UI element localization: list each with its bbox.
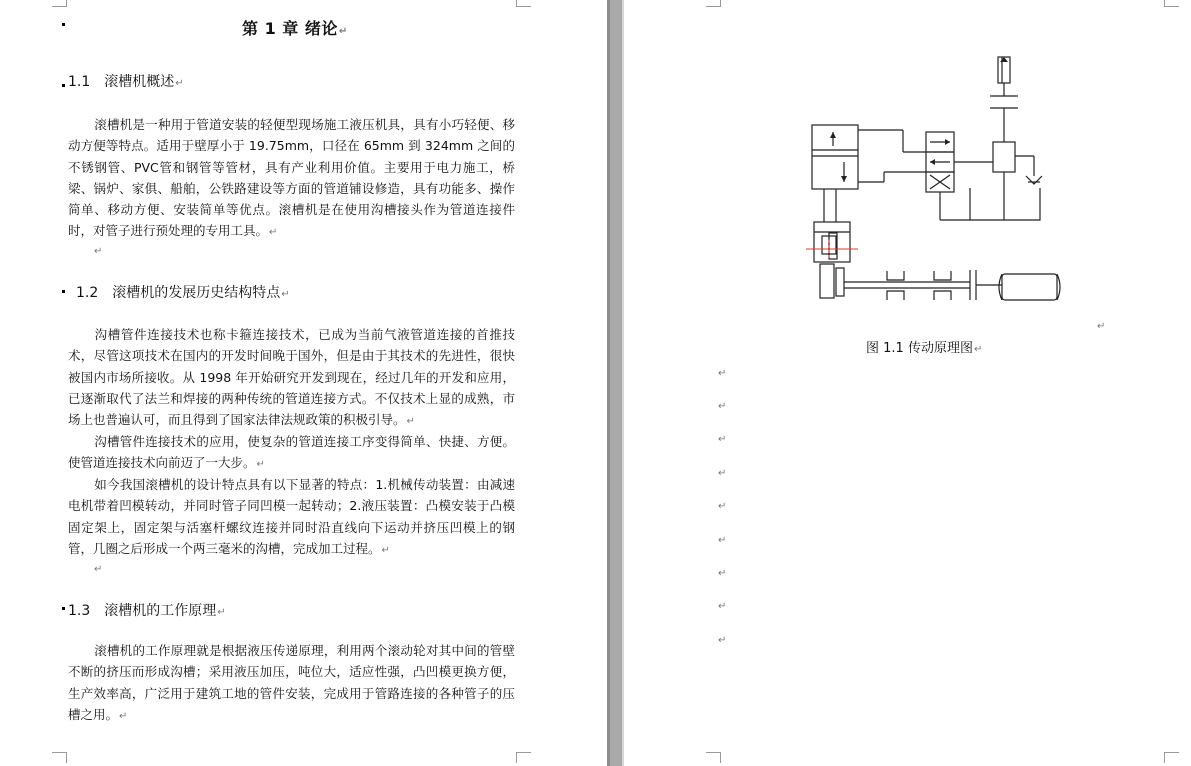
- crop-mark: [706, 0, 721, 7]
- empty-paragraph-mark: ↵: [718, 568, 727, 579]
- crop-mark: [1164, 0, 1179, 7]
- crop-mark: [52, 752, 67, 763]
- empty-paragraph-mark: ↵: [718, 635, 727, 646]
- section-heading-1-3: 1.3 滚槽机的工作原理↵: [68, 603, 226, 619]
- list-bullet: [62, 23, 65, 26]
- crop-mark: [1164, 752, 1179, 763]
- crop-mark: [706, 752, 721, 763]
- crop-mark: [516, 752, 531, 763]
- empty-paragraph-mark: ↵: [718, 535, 727, 546]
- empty-paragraph-mark: ↵: [718, 501, 727, 512]
- empty-paragraph-mark: ↵: [718, 434, 727, 445]
- section-heading-1-2: 1.2 滚槽机的发展历史结构特点↵: [76, 285, 290, 301]
- section-heading-1-1: 1.1 滚槽机概述↵: [68, 74, 184, 90]
- transmission-diagram: [800, 50, 1100, 315]
- crop-mark: [516, 0, 531, 7]
- list-bullet: [62, 290, 65, 293]
- empty-paragraph-mark: ↵: [94, 564, 103, 575]
- section-1-1-paragraph: 滚槽机是一种用于管道安装的轻便型现场施工液压机具，具有小巧轻便、移动方便等特点。适用于壁厚小于 19.75mm，口径在 65mm 到 324mm 之间的不锈钢管、PVC管和钢管等管材，具有产业利用价值。主要用于电力施工，桥梁、锅炉、家俱、船舶，公铁路建设等方面的管道铺设修造，具有功能多、操作简单、移动方便、安装简单等优点。滚槽机是在使用沟槽接头作为管道连接件时，对管子进行预处理的专用工具。↵: [68, 117, 515, 239]
- empty-paragraph-mark: ↵: [718, 401, 727, 412]
- figure-caption: 图 1.1 传动原理图↵: [866, 341, 983, 356]
- chapter-title: 第 1 章 绪论↵: [242, 19, 348, 38]
- list-bullet: [62, 84, 65, 87]
- empty-paragraph-mark: ↵: [94, 246, 103, 257]
- crop-mark: [52, 0, 67, 7]
- list-bullet: [62, 607, 65, 610]
- section-1-2-paragraph-1: 沟槽管件连接技术也称卡箍连接技术，已成为当前气液管道连接的首推技术，尽管这项技术在国内的开发时间晚于国外，但是由于其技术的先进性，很快被国内市场所接收。从 1998 年开始研究开发到现在，经过几年的开发和应用，已逐渐取代了法兰和焊接的两种传统的管道连接方式。不仅技术上显的成熟，市场上也普遍认可，而且得到了国家法律法规政策的积极引导。↵: [68, 327, 515, 428]
- figure-paragraph-mark: ↵: [1097, 321, 1106, 332]
- empty-paragraph-mark: ↵: [718, 601, 727, 612]
- empty-paragraph-mark: ↵: [718, 468, 727, 479]
- page-gutter: [607, 0, 624, 766]
- section-1-2-paragraph-3: 如今我国滚槽机的设计特点具有以下显著的特点：1.机械传动装置：由减速电机带着凹模转动，并同时管子同凹模一起转动；2.液压装置：凸模安装于凸模固定架上，固定架与活塞杆螺纹连接并同时沿直线向下运动并挤压凹模上的钢管，几圈之后形成一个两三毫米的沟槽，完成加工过程。↵: [68, 477, 515, 556]
- section-1-3-paragraph: 滚槽机的工作原理就是根据液压传递原理，利用两个滚动轮对其中间的管壁不断的挤压而形成沟槽；采用液压加压，吨位大，适应性强，凸凹模更换方便，生产效率高，广泛用于建筑工地的管件安装，完成用于管路连接的各种管子的压槽之用。↵: [68, 643, 515, 722]
- empty-paragraph-mark: ↵: [718, 368, 727, 379]
- section-1-2-paragraph-2: 沟槽管件连接技术的应用，使复杂的管道连接工序变得简单、快捷、方便。使管道连接技术向前迈了一大步。↵: [68, 434, 515, 471]
